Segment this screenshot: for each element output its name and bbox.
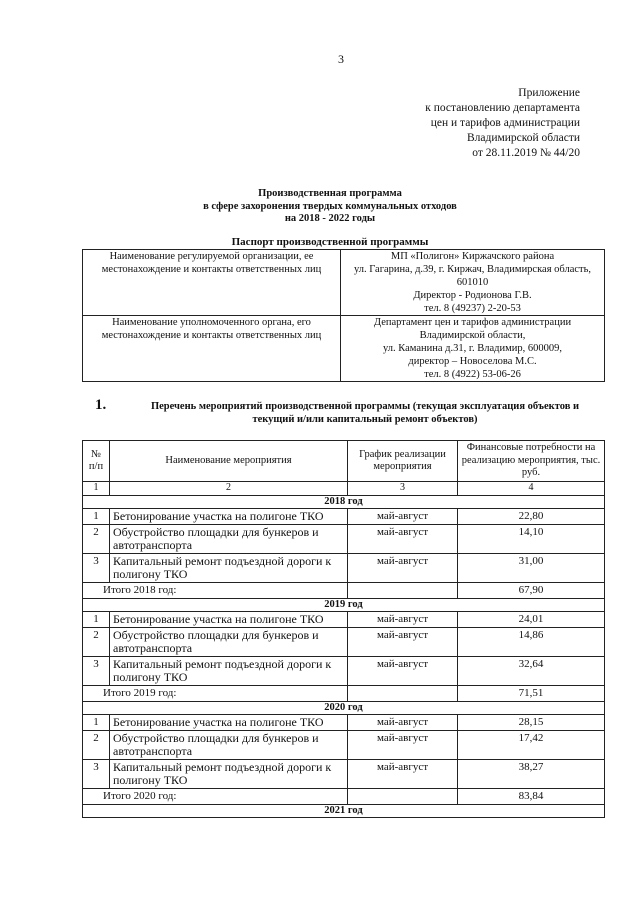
program-title-line: Производственная программа [258,188,402,199]
header-cell-finance: Финансовые потребности на реализацию мероприятия, тыс. руб. [458,441,605,482]
measure-amount: 17,42 [458,731,605,760]
measure-schedule: май-август [348,509,458,525]
column-number: 4 [458,482,605,496]
measure-schedule: май-август [348,628,458,657]
year-label: 2021 год [83,804,605,818]
measure-schedule: май-август [348,760,458,789]
appendix-block [405,86,580,161]
column-numbers-row [83,482,605,496]
total-label: Итого 2019 год: [83,686,348,702]
table-row [83,657,605,686]
passport-row [83,316,605,382]
total-label: Итого 2018 год: [83,583,348,599]
measure-name: Капитальный ремонт подъездной дороги к полигону ТКО [110,554,348,583]
table-row [83,628,605,657]
row-number: 1 [83,612,110,628]
header-cell-name: Наименование мероприятия [110,441,348,482]
table-row [83,612,605,628]
measures-table [82,440,605,818]
column-number: 3 [348,482,458,496]
row-number: 2 [83,628,110,657]
table-row [83,715,605,731]
table-row [83,731,605,760]
measure-amount: 14,10 [458,525,605,554]
measure-schedule: май-август [348,657,458,686]
passport-value-line: Директор - Родионова Г.В. [413,290,532,301]
appendix-line: Приложение [518,87,580,99]
row-number: 2 [83,731,110,760]
passport-value-line: МП «Полигон» Киржачского района [390,251,555,262]
total-label: Итого 2020 год: [83,789,348,805]
table-row [83,525,605,554]
passport-value-line: ул. Каманина д.31, г. Владимир, 600009, [382,343,563,354]
measure-name: Обустройство площадки для бункеров и автотранспорта [110,731,348,760]
year-row [83,598,605,612]
total-amount: 71,51 [458,686,605,702]
passport-row [83,250,605,316]
total-row [83,583,605,599]
section-title: Перечень мероприятий производственной программы (текущая эксплуатация объектов и текущий и/или капитальный ремонт объектов) [150,401,580,425]
passport-label: Наименование уполномоченного органа, его местонахождение и контакты ответственных лиц [83,316,341,382]
measure-amount: 14,86 [458,628,605,657]
row-number: 2 [83,525,110,554]
row-number: 1 [83,509,110,525]
column-number: 2 [110,482,348,496]
table-row [83,760,605,789]
measure-amount: 31,00 [458,554,605,583]
measure-name: Обустройство площадки для бункеров и автотранспорта [110,628,348,657]
passport-value-line: тел. 8 (49237) 2-20-53 [424,303,521,314]
year-label: 2020 год [83,701,605,715]
year-row [83,701,605,715]
table-header-row [83,441,605,482]
passport-value-line: директор – Новоселова М.С. [408,356,537,367]
appendix-line: к постановлению департамента [425,102,580,114]
passport-label: Наименование регулируемой организации, ее местонахождение и контакты ответственных лиц [83,250,341,316]
total-row [83,789,605,805]
total-row [83,686,605,702]
program-title-line: в сфере захоронения твердых коммунальных отходов [203,200,457,212]
year-row [83,804,605,818]
program-title-line: на 2018 - 2022 годы [284,213,376,224]
section-number: 1. [95,397,107,413]
measure-amount: 28,15 [458,715,605,731]
measure-amount: 22,80 [458,509,605,525]
total-amount: 83,84 [458,789,605,805]
measure-name: Бетонирование участка на полигоне ТКО [110,715,348,731]
table-row [83,554,605,583]
column-number: 1 [83,482,110,496]
appendix-date-line: от 28.11.2019 № 44/20 [472,147,580,159]
measure-amount: 38,27 [458,760,605,789]
measure-name: Капитальный ремонт подъездной дороги к полигону ТКО [110,760,348,789]
program-title [170,188,490,226]
passport-value-line: тел. 8 (4922) 53-06-26 [424,369,521,380]
row-number: 3 [83,657,110,686]
header-cell-number: № п/п [83,441,110,482]
passport-value [341,250,605,316]
total-amount: 67,90 [458,583,605,599]
year-row [83,495,605,509]
measure-schedule: май-август [348,715,458,731]
year-label: 2018 год [83,495,605,509]
page-number: 3 [338,52,344,66]
passport-table [82,249,605,382]
measure-schedule: май-август [348,731,458,760]
appendix-line: Владимирской области [466,132,580,144]
row-number: 3 [83,554,110,583]
measure-name: Бетонирование участка на полигоне ТКО [110,612,348,628]
row-number: 1 [83,715,110,731]
measure-amount: 24,01 [458,612,605,628]
table-row [83,509,605,525]
year-label: 2019 год [83,598,605,612]
header-cell-schedule: График реализации мероприятия [348,441,458,482]
passport-value-line: ул. Гагарина, д.39, г. Киржач, Владимирская область, 601010 [353,264,592,288]
row-number: 3 [83,760,110,789]
appendix-line: цен и тарифов администрации [430,117,580,129]
measure-amount: 32,64 [458,657,605,686]
measure-schedule: май-август [348,612,458,628]
passport-title: Паспорт производственной программы [231,236,429,248]
measure-name: Обустройство площадки для бункеров и автотранспорта [110,525,348,554]
measure-name: Бетонирование участка на полигоне ТКО [110,509,348,525]
measure-schedule: май-август [348,525,458,554]
passport-value-line: Департамент цен и тарифов администрации Владимирской области, [373,317,572,341]
measure-name: Капитальный ремонт подъездной дороги к полигону ТКО [110,657,348,686]
measure-schedule: май-август [348,554,458,583]
passport-value [341,316,605,382]
